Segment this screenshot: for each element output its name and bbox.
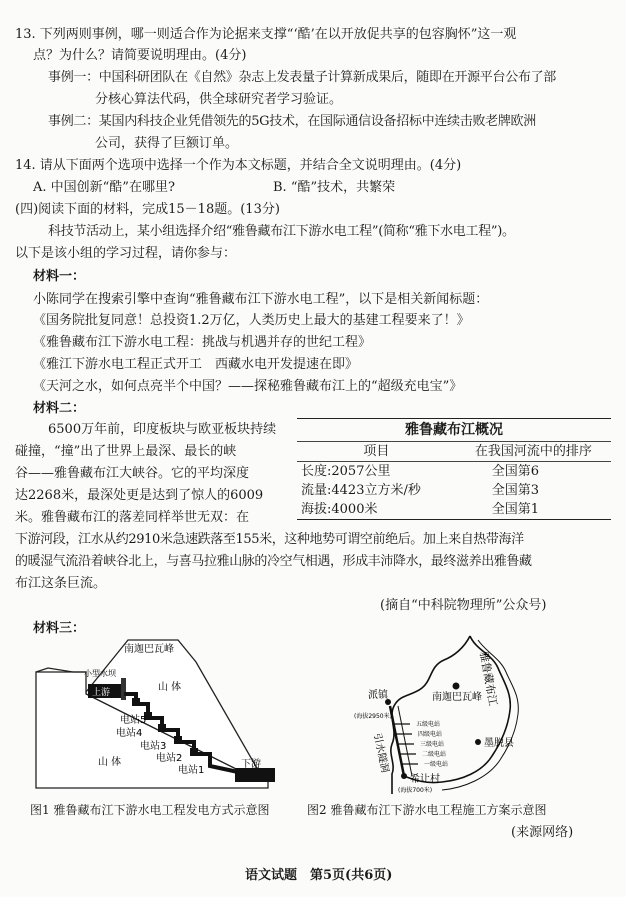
table-cell: 全国第3 <box>491 483 540 498</box>
fig2-peak-label: 南迦巴瓦峰 <box>432 692 482 703</box>
fig2-station-label: 五级电站 <box>416 721 441 728</box>
q14-option-a: A. 中国创新“酷”在哪里? <box>33 180 175 195</box>
fig1-station-label: 电站2 <box>156 753 183 764</box>
q13-line2: 点？为什么？请简要说明理由。(4分) <box>33 48 247 63</box>
q14-option-b: B. “酷”技术，共繁荣 <box>273 180 396 195</box>
table-cell: 全国第1 <box>491 502 540 517</box>
table-cell: 长度:2057公里 <box>301 464 391 479</box>
material2-text-line: 的暖湿气流沿着峡谷北上，与喜马拉雅山脉的冷空气相遇，形成丰沛降水，最终滋养出雅鲁藏 <box>15 554 532 569</box>
figure1-diagram <box>28 632 286 790</box>
fig2-town-altitude: (海拔2950米) <box>354 713 392 720</box>
material2-text-line: 布江这条巨流。 <box>15 576 107 591</box>
table-cell: 全国第6 <box>491 464 540 479</box>
q14-line1: 14. 请从下面两个选项中选择一个作为本文标题，并结合全文说明理由。(4分) <box>15 158 462 173</box>
fig2-county-label: 墨脱县 <box>484 738 514 749</box>
fig1-station-label: 电站3 <box>140 741 167 752</box>
section4-intro-line2: 以下是该小组的学习过程，请你参与： <box>15 246 237 261</box>
fig1-mountain-label: 山 体 <box>158 682 182 693</box>
table-title: 雅鲁藏布江概况 <box>297 418 611 442</box>
river-overview-table <box>297 418 611 520</box>
headline: 《雅鲁藏布江下游水电工程：挑战与机遇并存的世纪工程》 <box>33 335 372 350</box>
table-header-row <box>297 442 611 462</box>
figure2-caption: 图2 雅鲁藏布江下游水电工程施工方案示意图 <box>307 803 547 817</box>
q13-line1: 13. 下列两则事例，哪一则适合作为论据来支撑“‘酷’在以开放促共享的包容胸怀”这一观 <box>15 27 517 42</box>
headline: 《天河之水，如何点亮半个中国？——探秘雅鲁藏布江上的“超级充电宝”》 <box>33 379 463 394</box>
fig1-station-label: 电站4 <box>116 728 143 739</box>
material3-source: (来源网络) <box>511 825 574 840</box>
table-cell: 流量:4423立方米/秒 <box>301 483 421 498</box>
fig2-station-label: 三级电站 <box>420 741 445 748</box>
table-header-cell: 项目 <box>297 442 456 462</box>
fig2-town-label: 派镇 <box>368 690 388 701</box>
material2-text-line: 米。雅鲁藏布江的落差同样举世无双：在 <box>15 510 250 525</box>
figure1-caption: 图1 雅鲁藏布江下游水电工程发电方式示意图 <box>30 803 270 817</box>
q13-example1-line2: 分核心算法代码，供全球研究者学习验证。 <box>95 92 343 107</box>
fig2-station-label: 二级电站 <box>422 751 447 758</box>
figure2-map <box>352 634 564 796</box>
fig1-mountain-label: 山 体 <box>98 757 122 768</box>
material3-label: 材料三： <box>33 621 86 636</box>
material2-text-line: 达2268米，最深处更是达到了惊人的6009 <box>15 488 264 503</box>
material1-intro: 小陈同学在搜索引擎中查询“雅鲁藏布江下游水电工程”，以下是相关新闻标题： <box>33 292 489 307</box>
fig1-station-label: 电站5 <box>120 715 147 726</box>
headline: 《国务院批复同意！总投资1.2万亿，人类历史上最大的基建工程要来了！》 <box>33 313 470 328</box>
fig2-river-label: 雅鲁藏布江 <box>477 650 500 707</box>
section4-heading: (四)阅读下面的材料，完成15－18题。(13分) <box>15 202 280 217</box>
fig1-dam-label: 小型水坝 <box>84 669 116 678</box>
q13-example2-line2: 公司，获得了巨额订单。 <box>95 136 239 151</box>
page-footer: 语文试题 第5页(共6页) <box>245 868 393 883</box>
material2-text-line: 下游河段，江水从约2910米急速跌落至155米，这种地势可谓空前绝后。加上来自热带海洋 <box>15 532 524 547</box>
fig1-peak-label: 南迦巴瓦峰 <box>124 644 174 655</box>
fig1-downstream-label: 下游 <box>241 759 261 770</box>
fig2-tunnel-label: 引水隧洞 <box>371 732 391 774</box>
material2-source: (摘自“中科院物理所”公众号) <box>380 598 547 613</box>
material2-label: 材料二： <box>33 401 86 416</box>
table-cell: 海拔:4000米 <box>301 502 378 517</box>
material2-text-line: 谷——雅鲁藏布江大峡谷。它的平均深度 <box>15 466 250 481</box>
fig2-station-label: 一级电站 <box>424 761 449 768</box>
table-row <box>297 500 611 520</box>
fig1-station-label: 电站1 <box>178 765 205 776</box>
q13-example1-line1: 事例一：中国科研团队在《自然》杂志上发表量子计算新成果后，随即在开源平台公布了部 <box>48 70 557 85</box>
fig2-village-label: 希让村 <box>410 774 440 785</box>
material2-text-line: 6500万年前，印度板块与欧亚板块持续 <box>48 422 277 437</box>
q13-example2-line1: 事例二：某国内科技企业凭借领先的5G技术，在国际通信设备招标中连续击败老牌欧洲 <box>48 114 536 129</box>
fig2-village-altitude: (海拔700米) <box>398 787 433 794</box>
table-header-cell: 在我国河流中的排序 <box>456 442 611 462</box>
table-row <box>297 462 611 482</box>
fig1-upstream-label: 上游 <box>92 688 111 698</box>
material2-text-line: 碰撞，“撞”出了世界上最深、最长的峡 <box>15 444 237 459</box>
section4-intro-line1: 科技节活动上，某小组选择介绍“雅鲁藏布江下游水电工程”(简称“雅下水电工程”)。 <box>48 224 515 239</box>
table-row <box>297 481 611 500</box>
headline: 《雅江下游水电工程正式开工 西藏水电开发提速在即》 <box>33 357 359 372</box>
material1-label: 材料一： <box>33 269 86 284</box>
fig2-station-label: 四级电站 <box>418 731 443 738</box>
